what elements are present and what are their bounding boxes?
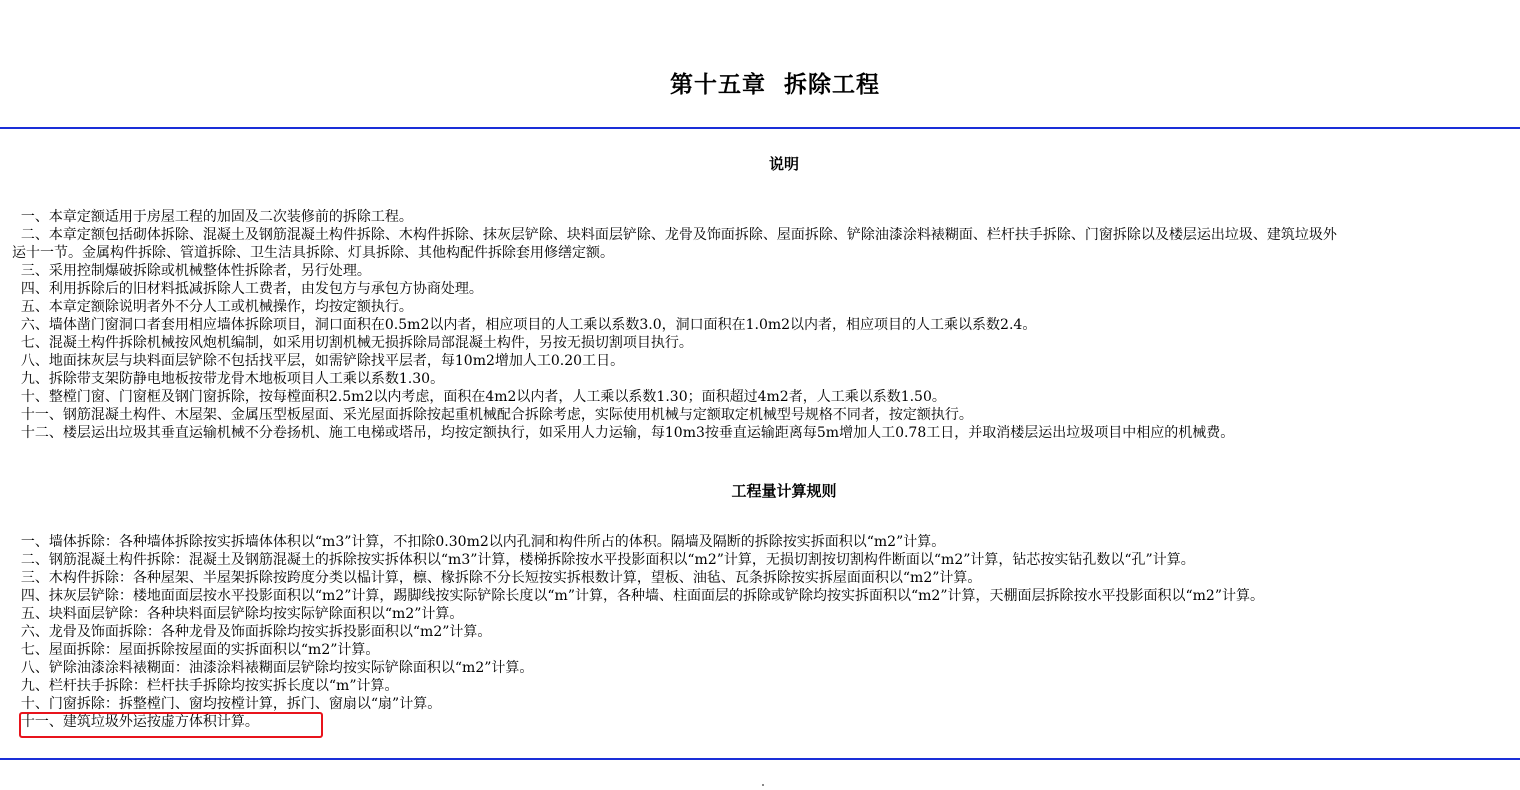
explanation-line: 运十一节。金属构件拆除、管道拆除、卫生洁具拆除、灯具拆除、其他构配件拆除套用修缮定额。 [12,245,614,261]
explanation-line: 七、混凝土构件拆除机械按风炮机编制，如采用切割机械无损拆除局部混凝土构件，另按无损切割项目执行。 [12,335,693,351]
explanation-line: 九、拆除带支架防静电地板按带龙骨木地板项目人工乘以系数1.30。 [12,371,445,387]
rule-line: 七、屋面拆除：屋面拆除按屋面的实拆面积以“m2”计算。 [12,642,380,658]
rule-line: 九、栏杆扶手拆除：栏杆扶手拆除均按实拆长度以“m”计算。 [12,678,399,694]
explanation-line: 八、地面抹灰层与块料面层铲除不包括找平层，如需铲除找平层者，每10m2增加人工0.20工日。 [12,353,625,369]
rules-heading: 工程量计算规则 [731,482,837,500]
explanation-line: 六、墙体凿门窗洞口者套用相应墙体拆除项目，洞口面积在0.5m2以内者，相应项目的人工乘以系数3.0，洞口面积在1.0m2以内者，相应项目的人工乘以系数2.4。 [12,317,1037,333]
rule-line: 六、龙骨及饰面拆除：各种龙骨及饰面拆除均按实拆投影面积以“m2”计算。 [12,624,492,640]
rule-line: 三、木构件拆除：各种屋架、半屋架拆除按跨度分类以榀计算，檩、椽拆除不分长短按实拆根数计算，望板、油毡、瓦条拆除按实拆屋面面积以“m2”计算。 [12,570,982,586]
stray-dot [762,784,764,786]
explanation-line: 十二、楼层运出垃圾其垂直运输机械不分卷扬机、施工电梯或塔吊，均按定额执行，如采用人力运输，每10m3按垂直运输距离每5m增加人工0.78工日，并取消楼层运出垃圾项目中相应的机械费。 [12,425,1235,441]
rule-line: 八、铲除油漆涂料裱糊面：油漆涂料裱糊面层铲除均按实际铲除面积以“m2”计算。 [12,660,534,676]
explanation-line: 二、本章定额包括砌体拆除、混凝土及钢筋混凝土构件拆除、木构件拆除、抹灰层铲除、块料面层铲除、龙骨及饰面拆除、屋面拆除、铲除油漆涂料裱糊面、栏杆扶手拆除、门窗拆除以及楼层运出垃圾、建筑垃圾外 [12,227,1337,243]
explanation-heading: 说明 [768,155,799,173]
rule-line: 二、钢筋混凝土构件拆除：混凝土及钢筋混凝土的拆除按实拆体积以“m3”计算，楼梯拆除按水平投影面积以“m2”计算，无损切割按切割构件断面以“m2”计算，钻芯按实钻孔数以“孔”计算。 [12,552,1195,568]
explanation-line: 四、利用拆除后的旧材料抵减拆除人工费者，由发包方与承包方协商处理。 [12,281,483,297]
rule-line-highlighted: 十一、建筑垃圾外运按虚方体积计算。 [12,714,259,730]
rule-line: 四、抹灰层铲除：楼地面面层按水平投影面积以“m2”计算，踢脚线按实际铲除长度以“m”计算，各种墙、柱面面层的拆除或铲除均按实拆面积以“m2”计算，天棚面层拆除按水平投影面积以“m2”计算。 [12,588,1264,604]
rule-line: 一、墙体拆除：各种墙体拆除按实拆墙体体积以“m3”计算，不扣除0.30m2以内孔洞和构件所占的体积。隔墙及隔断的拆除按实拆面积以“m2”计算。 [12,534,946,550]
rule-line: 十、门窗拆除：拆整樘门、窗均按樘计算，拆门、窗扇以“扇”计算。 [12,696,442,712]
explanation-line: 十一、钢筋混凝土构件、木屋架、金属压型板屋面、采光屋面拆除按起重机械配合拆除考虑，实际使用机械与定额取定机械型号规格不同者，按定额执行。 [12,407,973,423]
rules-text [12,533,1520,731]
explanation-text [12,208,1520,442]
chapter-title: 第十五章 拆除工程 [669,71,880,98]
rule-line: 五、块料面层铲除：各种块料面层铲除均按实际铲除面积以“m2”计算。 [12,606,464,622]
explanation-line: 三、采用控制爆破拆除或机械整体性拆除者，另行处理。 [12,263,371,279]
top-divider [0,127,1520,129]
explanation-line: 一、本章定额适用于房屋工程的加固及二次装修前的拆除工程。 [12,209,413,225]
explanation-line: 十、整樘门窗、门窗框及钢门窗拆除，按每樘面积2.5m2以内考虑，面积在4m2以内者，人工乘以系数1.30；面积超过4m2者，人工乘以系数1.50。 [12,389,946,405]
explanation-line: 五、本章定额除说明者外不分人工或机械操作，均按定额执行。 [12,299,413,315]
highlight-box [19,712,323,738]
bottom-divider [0,758,1520,760]
